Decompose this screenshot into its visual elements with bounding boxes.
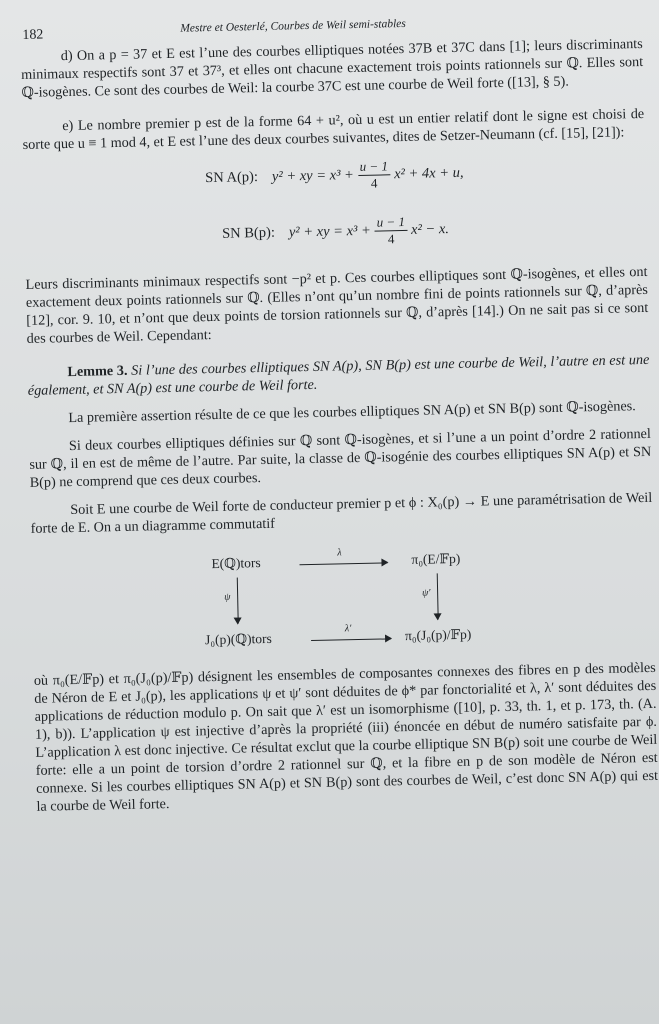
paragraph-proof-1: La première assertion résulte de ce que les courbes elliptiques SN A(p) et SN B(p) sont ℚ-isogènes. [68, 398, 636, 427]
equation-a-label: SN A(p): [205, 168, 259, 186]
commutative-diagram [31, 531, 655, 662]
label-psi: ψ [224, 591, 231, 603]
arrow-lambda [300, 562, 388, 565]
lemma-statement: Si l’une des courbes elliptiques SN A(p), SN B(p) est une courbe de Weil, l’autre en est une également, et SN A(p) est une courbe de Weil forte. [27, 351, 650, 399]
diagram-top-right: π₀(E/𝔽p) [411, 550, 461, 567]
label-lambda: λ [337, 547, 342, 559]
equation-b-numerator: u − 1 [374, 213, 407, 231]
equation-b-lhs: y² + xy = x³ + [288, 222, 371, 240]
equation-b-fraction [374, 213, 407, 247]
paragraph-d: d) On a p = 37 et E est l’une des courbes elliptiques notées 37B et 37C dans [1]; leurs discriminants minimaux respectifs sont 37 et 37³, et elles ont chacune exactement trois points rationnels sur ℚ. Elles sont ℚ-isogènes. Ce sont des courbes de Weil: la courbe 37C est une courbe de Weil forte ([13], § 5). [21, 35, 644, 101]
equation-b-denominator: 4 [387, 230, 395, 246]
equation-b-label: SN B(p): [221, 224, 276, 242]
equation-b-rhs: x² − x. [410, 220, 450, 238]
equation-a-denominator: 4 [370, 175, 378, 191]
paragraph-discriminants: Leurs discriminants minimaux respectifs sont −p² et p. Ces courbes elliptiques sont ℚ-isogènes, et elles ont exactement deux points rationnels sur ℚ. (Elles n’ont qu’un nombre fini de points rationnels sur ℚ, d’après [12], cor. 9. 10, et n’ont que deux points de torsion rationnels sur ℚ, d’après [14].) On ne sait pas si ce sont des courbes de Weil. Cependant: [25, 263, 649, 347]
lemma-heading: Lemme 3. [67, 362, 128, 381]
page-sheet [20, 5, 659, 816]
diagram-bottom-left: J₀(p)(ℚ)tors [204, 630, 272, 648]
running-title: Mestre et Oesterlé, Courbes de Weil semi-stables [180, 17, 406, 35]
paragraph-soit: Soit E une courbe de Weil forte de conducteur premier p et ϕ : X₀(p) → E une paramétrisation de Weil forte de E. On a un diagramme commutatif [30, 489, 653, 537]
arrow-psi [237, 578, 239, 624]
label-lambda-prime: λ′ [344, 623, 352, 635]
equation-a-rhs: x² + 4x + u, [393, 164, 464, 182]
page-number: 182 [22, 27, 44, 43]
diagram-top-left: E(ℚ)tors [211, 555, 261, 572]
equation-a-lhs: y² + xy = x³ + [271, 166, 355, 185]
paragraph-final: où π₀(E/𝔽p) et π₀(J₀(p)/𝔽p) désignent les ensembles de composantes connexes des fibres en p des modèles de Néron de E et J₀(p), les applications ψ et ψ′ sont déduites de ϕ* par fonctorialité et λ, λ′ sont déduites des applications de réduction modulo p. On sait que λ′ est un isomorphisme ([10], p. 33, th. 1, et p. 173, th. (A. 1), b)). L’application ψ est injective d’après la propriété (iii) énoncée en début de numéro satisfaite par ϕ. L’application λ est donc injective. Ce résultat exclut que la courbe elliptique SN B(p) soit une courbe de Weil forte: elle a un point de torsion d’ordre 2 rationnel sur ℚ, et la fibre en p de son modèle de Néron est connexe. Si les courbes elliptiques SN A(p) et SN B(p) sont des courbes de Weil, c’est donc SN A(p) qui est la courbe de Weil forte. [33, 659, 659, 815]
arrow-lambda-prime [311, 638, 391, 641]
equation-a-fraction [358, 158, 391, 192]
label-psi-prime: ψ′ [422, 587, 431, 599]
equation-a-numerator: u − 1 [358, 158, 391, 176]
diagram-bottom-right: π₀(J₀(p)/𝔽p) [404, 626, 472, 644]
paragraph-proof-2: Si deux courbes elliptiques définies sur ℚ sont ℚ-isogènes, et si l’une a un point d’ordre 2 rationnel sur ℚ, il en est de même de l’autre. Par suite, la classe de ℚ-isogénie des courbes elliptiques SN A(p) et SN B(p) ne comprend que ces deux courbes. [29, 425, 652, 491]
arrow-psi-prime [437, 573, 439, 619]
paragraph-e: e) Le nombre premier p est de la forme 64 + u², où u est un entier relatif dont le signe est choisi de sorte que u ≡ 1 mod 4, et E est l’une des deux courbes suivantes, dites de Setzer-Neumann (cf. [15], [21]): [22, 105, 645, 153]
